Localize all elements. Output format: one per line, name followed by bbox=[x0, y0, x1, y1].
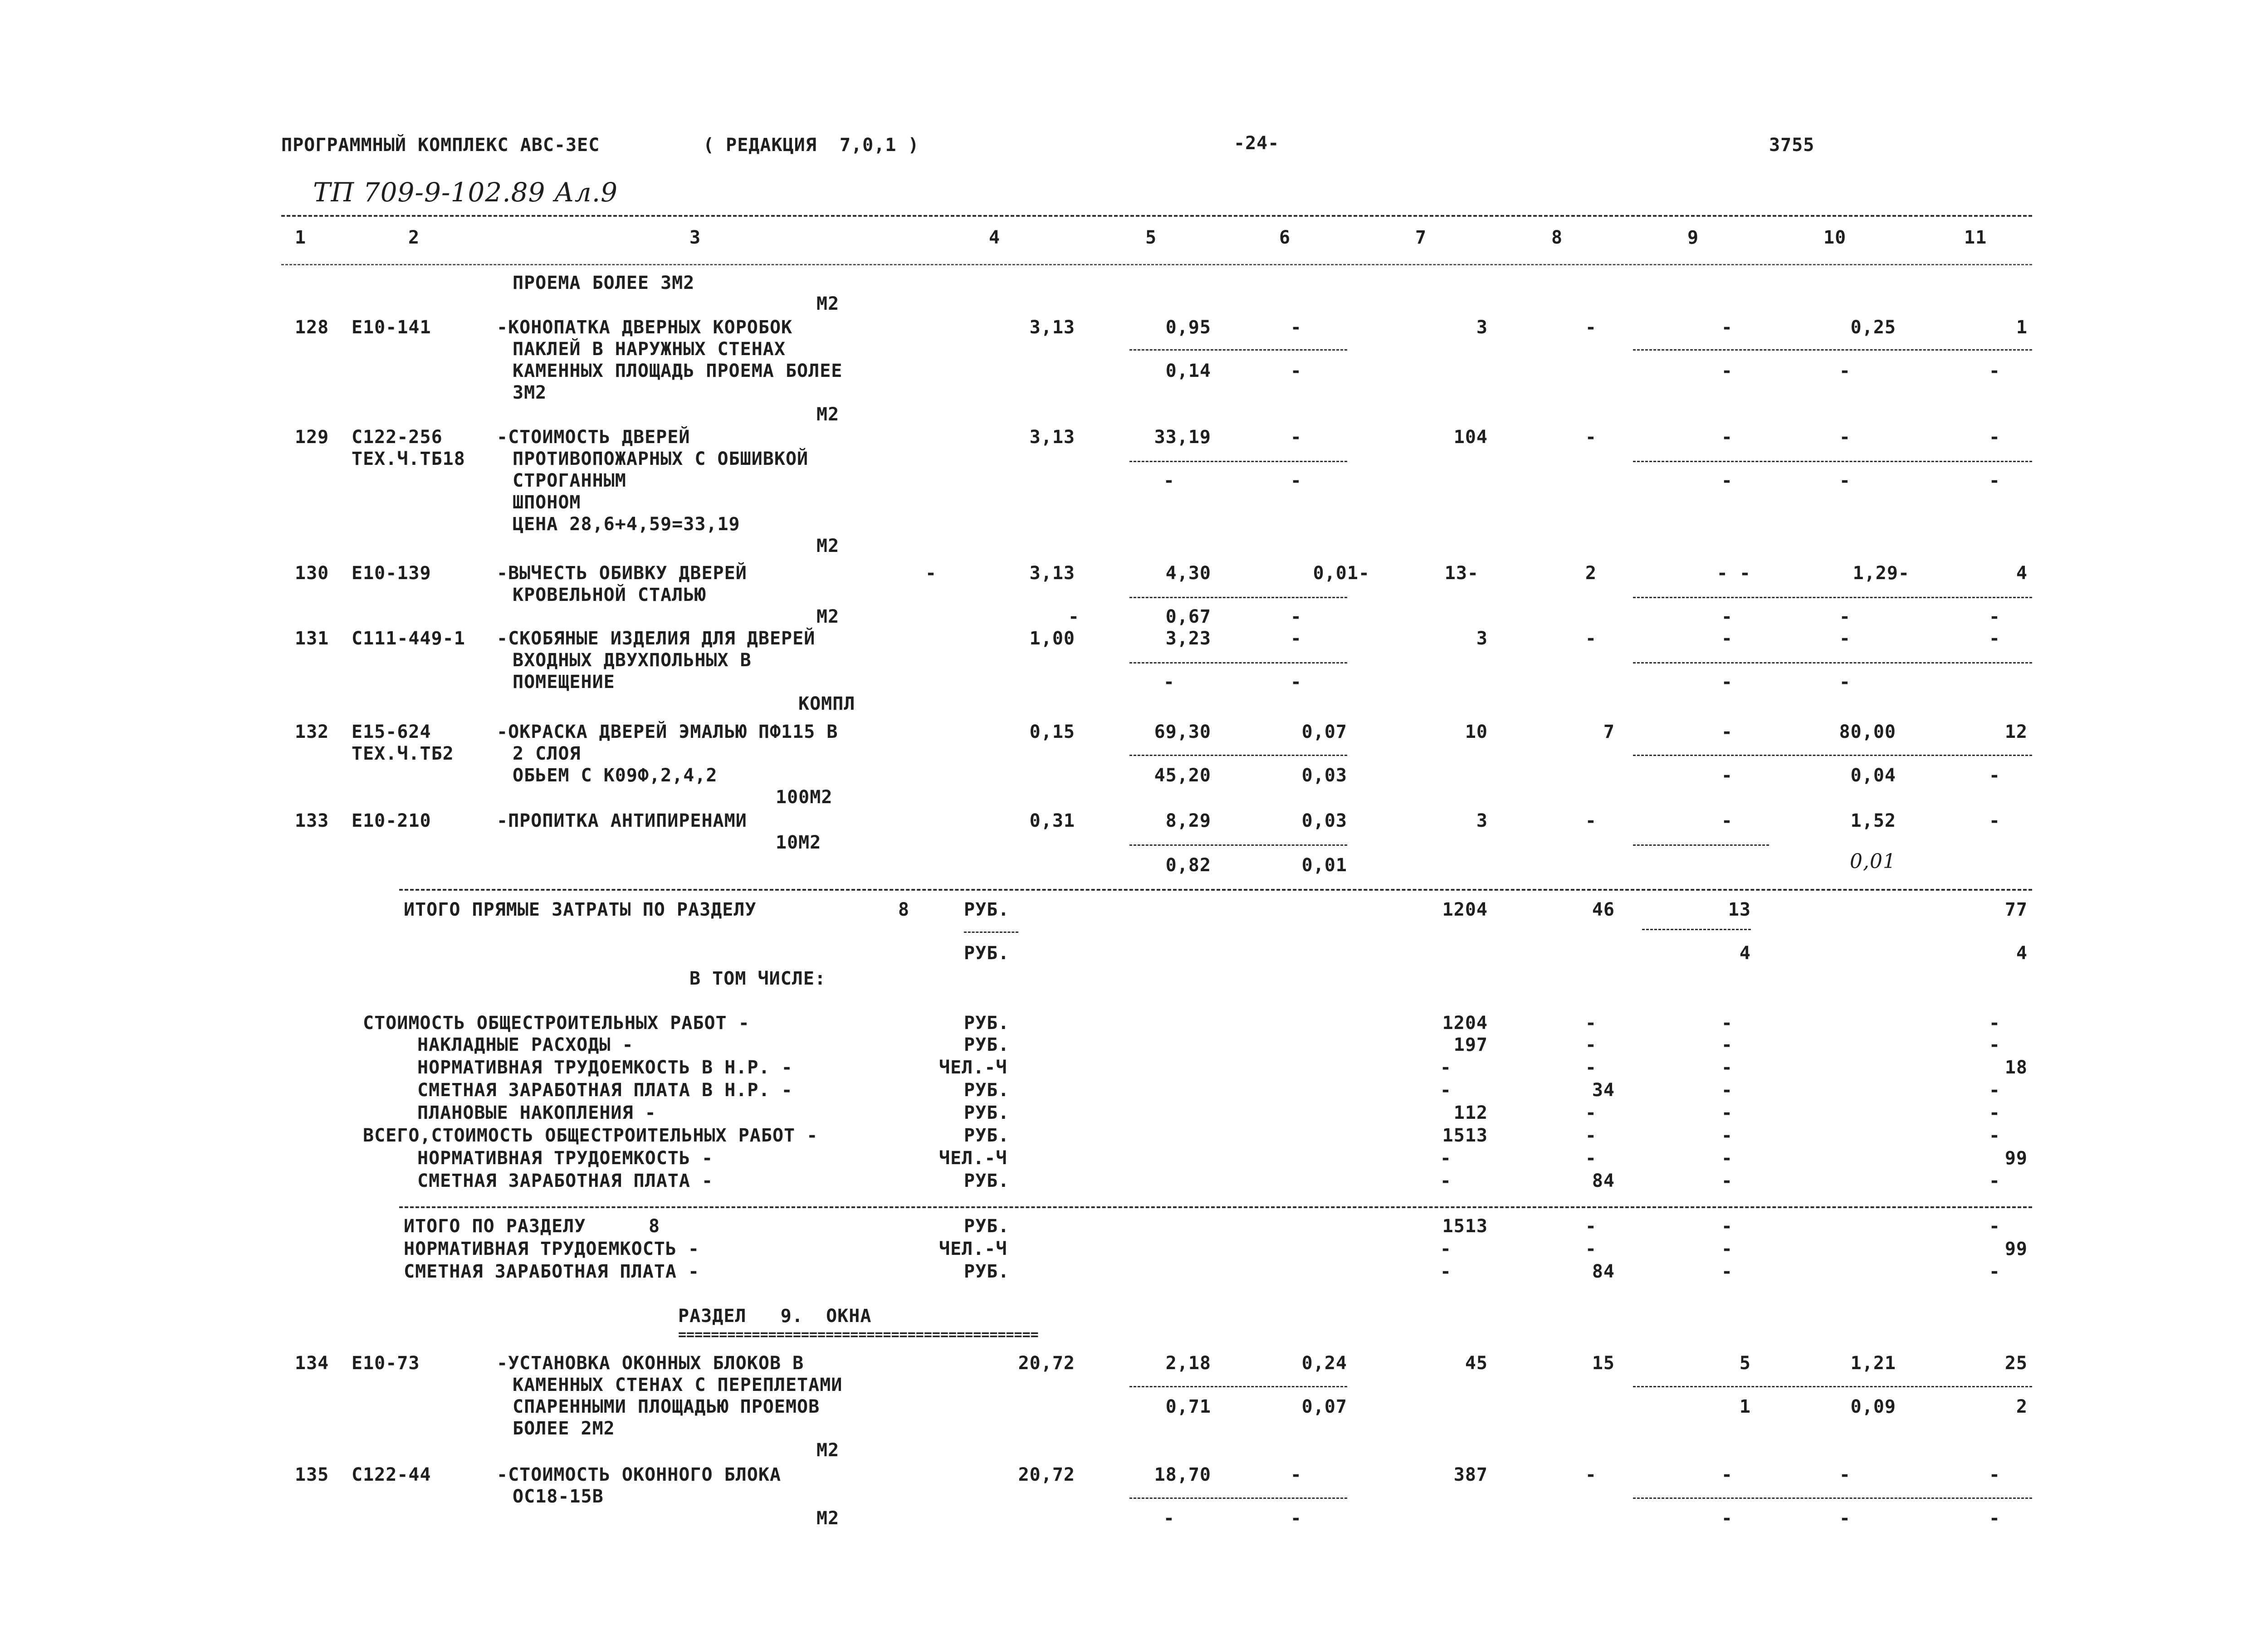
col8-value: - bbox=[1585, 427, 1597, 448]
column-number-7: 7 bbox=[1415, 227, 1427, 248]
breakdown-unit: ЧЕЛ.-Ч bbox=[939, 1148, 1007, 1169]
col10-value: 1,21 bbox=[1850, 1353, 1896, 1374]
col10-secondary-value: - bbox=[1839, 470, 1851, 491]
row-number: 128 bbox=[295, 317, 329, 338]
col7-value: 10 bbox=[1465, 722, 1488, 742]
row-description-line-1: -УСТАНОВКА ОКОННЫХ БЛОКОВ В bbox=[497, 1353, 804, 1374]
row-number: 134 bbox=[295, 1353, 329, 1374]
col11-value: 77 bbox=[2004, 899, 2028, 920]
section-total-label: СМЕТНАЯ ЗАРАБОТНАЯ ПЛАТА - bbox=[404, 1261, 700, 1282]
col10-secondary-value: 0,09 bbox=[1850, 1396, 1896, 1417]
col10-value: - bbox=[1839, 427, 1851, 448]
column-number-10: 10 bbox=[1823, 227, 1847, 248]
col5-value: 2,18 bbox=[1165, 1353, 1211, 1374]
col8-value: - bbox=[1585, 1057, 1597, 1078]
col11-secondary-value: 2 bbox=[2016, 1396, 2028, 1417]
col10-secondary-value: 0,01 bbox=[1850, 850, 1896, 873]
col5-secondary-value: - bbox=[1163, 672, 1175, 693]
col9-value: - bbox=[1721, 1034, 1733, 1055]
col9-value: - bbox=[1721, 1171, 1733, 1191]
col11-secondary-value: - bbox=[1989, 606, 2000, 627]
row-description-line-5: ЦЕНА 28,6+4,59=33,19 bbox=[513, 514, 740, 535]
row-number: 130 bbox=[295, 563, 329, 584]
col8-value: - bbox=[1585, 810, 1597, 831]
col9-value: 13 bbox=[1728, 899, 1751, 920]
row-description-line-4: ШПОНОМ bbox=[513, 492, 581, 513]
col7-value: - bbox=[1440, 1239, 1452, 1259]
col6-value: 0,01- bbox=[1313, 563, 1370, 584]
col9-value: - bbox=[1721, 722, 1733, 742]
breakdown-unit: РУБ. bbox=[964, 1013, 1010, 1034]
col5-value: 0,95 bbox=[1165, 317, 1211, 338]
header-rule-top bbox=[281, 215, 2032, 217]
row-marker: - bbox=[925, 563, 937, 584]
col5-value: 69,30 bbox=[1154, 722, 1211, 742]
column-number-4: 4 bbox=[989, 227, 1001, 248]
col11-value: 99 bbox=[2004, 1148, 2028, 1169]
breakdown-unit: РУБ. bbox=[964, 1171, 1010, 1191]
row-description-line-1: -ВЫЧЕСТЬ ОБИВКУ ДВЕРЕЙ bbox=[497, 563, 747, 584]
row-number: 135 bbox=[295, 1464, 329, 1485]
row-number: 133 bbox=[295, 810, 329, 831]
page-number: -24- bbox=[1234, 133, 1280, 154]
col8-value: - bbox=[1585, 317, 1597, 338]
row-description-line-4: 3М2 bbox=[513, 382, 547, 403]
breakdown-label: НАКЛАДНЫЕ РАСХОДЫ - bbox=[417, 1034, 634, 1055]
row-unit: 10М2 bbox=[776, 832, 821, 853]
col9-value: - bbox=[1721, 1239, 1733, 1259]
col10-secondary-value: - bbox=[1839, 361, 1851, 381]
total-unit-secondary: РУБ. bbox=[964, 943, 1010, 964]
breakdown-label: НОРМАТИВНАЯ ТРУДОЕМКОСТЬ В Н.Р. - bbox=[417, 1057, 793, 1078]
col10-value: 0,25 bbox=[1850, 317, 1896, 338]
breakdown-label: НОРМАТИВНАЯ ТРУДОЕМКОСТЬ - bbox=[417, 1148, 714, 1169]
row-subtotal-rule bbox=[1129, 844, 1347, 846]
col9-secondary-value: 4 bbox=[1739, 943, 1751, 964]
col7-value: 45 bbox=[1465, 1353, 1488, 1374]
col6-secondary-value: - bbox=[1290, 361, 1302, 381]
row-subtotal-rule bbox=[1129, 1386, 1347, 1387]
col9-value: - bbox=[1721, 1057, 1733, 1078]
column-number-3: 3 bbox=[689, 227, 701, 248]
col7-value: 104 bbox=[1453, 427, 1488, 448]
col6-secondary-value: 0,03 bbox=[1301, 765, 1347, 786]
row-description-line-2: ПАКЛЕЙ В НАРУЖНЫХ СТЕНАХ bbox=[513, 339, 786, 360]
col6-secondary-value: - bbox=[1290, 672, 1302, 693]
row-code: Е10-210 bbox=[352, 810, 431, 831]
section-total-unit: ЧЕЛ.-Ч bbox=[939, 1239, 1007, 1259]
row-subtotal-rule bbox=[1633, 662, 2032, 663]
row-description-line-2: КАМЕННЫХ СТЕНАХ С ПЕРЕПЛЕТАМИ bbox=[513, 1375, 843, 1395]
col6-secondary-value: 0,07 bbox=[1301, 1396, 1347, 1417]
col11-secondary-value: - bbox=[1989, 470, 2000, 491]
row-number: 132 bbox=[295, 722, 329, 742]
col4-value: 0,15 bbox=[1029, 722, 1075, 742]
breakdown-label: ПЛАНОВЫЕ НАКОПЛЕНИЯ - bbox=[417, 1102, 656, 1123]
col10-value: 1,29- bbox=[1853, 563, 1910, 584]
col4-value: 1,00 bbox=[1029, 628, 1075, 649]
row-subtotal-rule bbox=[1129, 461, 1347, 462]
col11-value: 1 bbox=[2016, 317, 2028, 338]
total-section-number: 8 bbox=[898, 899, 910, 920]
col8-value: 7 bbox=[1603, 722, 1615, 742]
col9-value: - bbox=[1721, 1102, 1733, 1123]
col7-value: 3 bbox=[1476, 810, 1488, 831]
column-number-8: 8 bbox=[1551, 227, 1563, 248]
col7-value: 197 bbox=[1453, 1034, 1488, 1055]
col10-value: 1,52 bbox=[1850, 810, 1896, 831]
col9-secondary-value: - bbox=[1721, 606, 1733, 627]
edition-label: ( РЕДАКЦИЯ 7,0,1 ) bbox=[703, 135, 919, 156]
col7-value: 1204 bbox=[1442, 899, 1488, 920]
row-description-line-1: -СКОБЯНЫЕ ИЗДЕЛИЯ ДЛЯ ДВЕРЕЙ bbox=[497, 628, 816, 649]
col6-value: - bbox=[1290, 427, 1302, 448]
col4-value: 20,72 bbox=[1018, 1464, 1075, 1485]
row-unit: 100М2 bbox=[776, 787, 833, 808]
column-number-6: 6 bbox=[1279, 227, 1291, 248]
col9-value: - bbox=[1721, 1148, 1733, 1169]
row-description-line-1: -КОНОПАТКА ДВЕРНЫХ КОРОБОК bbox=[497, 317, 793, 338]
row-unit: М2 bbox=[816, 404, 840, 425]
col9-secondary-value: - bbox=[1721, 765, 1733, 786]
col7-value: - bbox=[1440, 1261, 1452, 1282]
col7-value: 112 bbox=[1453, 1102, 1488, 1123]
col9-secondary-value: - bbox=[1721, 1508, 1733, 1529]
col11-value: 99 bbox=[2004, 1239, 2028, 1259]
row-description-line-3: СПАРЕННЫМИ ПЛОЩАДЬЮ ПРОЕМОВ bbox=[513, 1396, 820, 1417]
col6-value: 0,07 bbox=[1301, 722, 1347, 742]
col11-value: - bbox=[1989, 1034, 2000, 1055]
row-description-line-3: ПОМЕЩЕНИЕ bbox=[513, 672, 615, 693]
col6-value: - bbox=[1290, 317, 1302, 338]
col4-value: 3,13 bbox=[1029, 317, 1075, 338]
col5-secondary-value: 0,14 bbox=[1165, 361, 1211, 381]
section-total-unit: РУБ. bbox=[964, 1216, 1010, 1237]
row-description-line-4: БОЛЕЕ 2М2 bbox=[513, 1418, 615, 1439]
row-subtotal-rule bbox=[1129, 662, 1347, 663]
col7-value: 1204 bbox=[1442, 1013, 1488, 1034]
breakdown-end-rule bbox=[399, 1206, 2032, 1208]
col11-secondary-value: - bbox=[1989, 1508, 2000, 1529]
col9-value: - - bbox=[1716, 563, 1751, 584]
col5-secondary-value: 45,20 bbox=[1154, 765, 1211, 786]
col6-value: 0,03 bbox=[1301, 810, 1347, 831]
col9-value: - bbox=[1721, 427, 1733, 448]
col5-secondary-value: - bbox=[1163, 470, 1175, 491]
col8-value: 84 bbox=[1592, 1261, 1615, 1282]
col10-secondary-value: - bbox=[1839, 606, 1851, 627]
col8-value: - bbox=[1585, 628, 1597, 649]
row-unit: М2 bbox=[816, 536, 840, 556]
breakdown-label: СТОИМОСТЬ ОБЩЕСТРОИТЕЛЬНЫХ РАБОТ - bbox=[363, 1013, 750, 1034]
breakdown-label: СМЕТНАЯ ЗАРАБОТНАЯ ПЛАТА - bbox=[417, 1171, 714, 1191]
col8-value: - bbox=[1585, 1013, 1597, 1034]
row-subtotal-rule bbox=[1633, 597, 2032, 598]
section-heading-underline: ============================================ bbox=[678, 1327, 1039, 1343]
row-subtotal-rule bbox=[1129, 349, 1347, 351]
row-subtotal-rule bbox=[1129, 755, 1347, 756]
breakdown-unit: РУБ. bbox=[964, 1034, 1010, 1055]
row-code: С122-44 bbox=[352, 1464, 431, 1485]
col11-value: - bbox=[1989, 1171, 2000, 1191]
row-subtotal-rule bbox=[1129, 597, 1347, 598]
col7-value: - bbox=[1440, 1171, 1452, 1191]
row-description-line-2: КРОВЕЛЬНОЙ СТАЛЬЮ bbox=[513, 585, 706, 605]
col11-secondary-value: - bbox=[1989, 765, 2000, 786]
col9-secondary-value: - bbox=[1721, 361, 1733, 381]
col11-secondary-value: - bbox=[1989, 361, 2000, 381]
col10-secondary-value: - bbox=[1839, 1508, 1851, 1529]
col7-value: - bbox=[1440, 1080, 1452, 1101]
col10-secondary-value: 0,04 bbox=[1850, 765, 1896, 786]
items-end-rule bbox=[399, 889, 2032, 891]
col9-value: - bbox=[1721, 317, 1733, 338]
col9-value: - bbox=[1721, 1261, 1733, 1282]
row-description-line-1: -СТОИМОСТЬ ДВЕРЕЙ bbox=[497, 427, 690, 448]
col9-value: - bbox=[1721, 1216, 1733, 1237]
row-description-line-1: -ПРОПИТКА АНТИПИРЕНАМИ bbox=[497, 810, 747, 831]
row-subtotal-rule bbox=[1633, 844, 1769, 846]
col11-value: - bbox=[1989, 1013, 2000, 1034]
row-description-line-3: КАМЕННЫХ ПЛОЩАДЬ ПРОЕМА БОЛЕЕ bbox=[513, 361, 843, 381]
col7-value: 387 bbox=[1453, 1464, 1488, 1485]
breakdown-label: ВСЕГО,СТОИМОСТЬ ОБЩЕСТРОИТЕЛЬНЫХ РАБОТ - bbox=[363, 1125, 818, 1146]
col11-secondary-value: 4 bbox=[2016, 943, 2028, 964]
row-code-reference: ТЕХ.Ч.ТБ18 bbox=[352, 449, 465, 469]
col8-value: - bbox=[1585, 1125, 1597, 1146]
row-subtotal-rule bbox=[1633, 1497, 2032, 1499]
section-total-label: ИТОГО ПО РАЗДЕЛУ bbox=[404, 1216, 586, 1237]
row-code: С122-256 bbox=[352, 427, 443, 448]
col7-value: 1513 bbox=[1442, 1216, 1488, 1237]
breakdown-label: СМЕТНАЯ ЗАРАБОТНАЯ ПЛАТА В Н.Р. - bbox=[417, 1080, 793, 1101]
col5-value: 3,23 bbox=[1165, 628, 1211, 649]
col11-value: 12 bbox=[2004, 722, 2028, 742]
row-code: Е10-73 bbox=[352, 1353, 420, 1374]
column-number-5: 5 bbox=[1145, 227, 1157, 248]
row-code: Е10-139 bbox=[352, 563, 431, 584]
row-description-line-1: -ОКРАСКА ДВЕРЕЙ ЭМАЛЬЮ ПФ115 В bbox=[497, 722, 838, 742]
col7-value: 13- bbox=[1444, 563, 1479, 584]
col11-value: - bbox=[1989, 810, 2000, 831]
row-description-line-2: ОС18-15В bbox=[513, 1486, 604, 1507]
col7-value: 3 bbox=[1476, 628, 1488, 649]
row-subtotal-rule bbox=[1633, 461, 2032, 462]
breakdown-unit: ЧЕЛ.-Ч bbox=[939, 1057, 1007, 1078]
row-description-line-2: ВХОДНЫХ ДВУХПОЛЬНЫХ В bbox=[513, 650, 752, 671]
row-number: 131 bbox=[295, 628, 329, 649]
col8-value: 34 bbox=[1592, 1080, 1615, 1101]
col4-secondary-value: - bbox=[1068, 606, 1080, 627]
handwritten-reference: ТП 709-9-102.89 Ал.9 bbox=[313, 177, 618, 208]
col11-value: - bbox=[1989, 427, 2000, 448]
row-code: С111-449-1 bbox=[352, 628, 465, 649]
including-label: В ТОМ ЧИСЛЕ: bbox=[689, 968, 826, 989]
section-total-label: НОРМАТИВНАЯ ТРУДОЕМКОСТЬ - bbox=[404, 1239, 700, 1259]
row-unit: М2 bbox=[816, 293, 840, 314]
col9-value: - bbox=[1721, 1125, 1733, 1146]
breakdown-unit: РУБ. bbox=[964, 1080, 1010, 1101]
col6-value: - bbox=[1290, 1464, 1302, 1485]
col7-value: 1513 bbox=[1442, 1125, 1488, 1146]
row-number: 129 bbox=[295, 427, 329, 448]
col7-value: - bbox=[1440, 1148, 1452, 1169]
col5-secondary-value: 0,82 bbox=[1165, 855, 1211, 876]
row-unit: М2 bbox=[816, 1440, 840, 1461]
col5-secondary-value: - bbox=[1163, 1508, 1175, 1529]
column-number-9: 9 bbox=[1687, 227, 1699, 248]
row-description-line-3: СТРОГАННЫМ bbox=[513, 470, 626, 491]
col7-value: 3 bbox=[1476, 317, 1488, 338]
col4-value: 3,13 bbox=[1029, 427, 1075, 448]
column-number-11: 11 bbox=[1964, 227, 1987, 248]
col5-value: 8,29 bbox=[1165, 810, 1211, 831]
col8-value: - bbox=[1585, 1239, 1597, 1259]
col10-value: - bbox=[1839, 1464, 1851, 1485]
col6-secondary-value: - bbox=[1290, 1508, 1302, 1529]
col4-value: 20,72 bbox=[1018, 1353, 1075, 1374]
subtotal-rule bbox=[1642, 929, 1751, 930]
col9-value: - bbox=[1721, 1464, 1733, 1485]
col8-value: 2 bbox=[1585, 563, 1597, 584]
section-total-number: 8 bbox=[649, 1216, 660, 1237]
row-code-reference: ТЕХ.Ч.ТБ2 bbox=[352, 743, 454, 764]
row-code: Е15-624 bbox=[352, 722, 431, 742]
col8-value: - bbox=[1585, 1464, 1597, 1485]
col11-value: - bbox=[1989, 1261, 2000, 1282]
column-number-1: 1 bbox=[295, 227, 307, 248]
total-unit: РУБ. bbox=[964, 899, 1010, 920]
row-subtotal-rule bbox=[1129, 1497, 1347, 1499]
col10-value: 80,00 bbox=[1839, 722, 1896, 742]
col4-value: 0,31 bbox=[1029, 810, 1075, 831]
col9-secondary-value: - bbox=[1721, 672, 1733, 693]
col10-value: - bbox=[1839, 628, 1851, 649]
section-total-unit: РУБ. bbox=[964, 1261, 1010, 1282]
col8-value: - bbox=[1585, 1034, 1597, 1055]
unit-rule bbox=[964, 932, 1018, 933]
row-description-line-2: 2 СЛОЯ bbox=[513, 743, 581, 764]
col8-value: - bbox=[1585, 1216, 1597, 1237]
row-unit: М2 bbox=[816, 1508, 840, 1529]
row-description: ПРОЕМА БОЛЕЕ 3М2 bbox=[513, 273, 695, 293]
col6-secondary-value: 0,01 bbox=[1301, 855, 1347, 876]
col11-value: - bbox=[1989, 1102, 2000, 1123]
col11-value: 25 bbox=[2004, 1353, 2028, 1374]
col5-secondary-value: 0,71 bbox=[1165, 1396, 1211, 1417]
row-description-line-2: ПРОТИВОПОЖАРНЫХ С ОБШИВКОЙ bbox=[513, 449, 809, 469]
col8-value: - bbox=[1585, 1102, 1597, 1123]
col11-value: 18 bbox=[2004, 1057, 2028, 1078]
row-description-line-1: -СТОИМОСТЬ ОКОННОГО БЛОКА bbox=[497, 1464, 782, 1485]
col4-value: 3,13 bbox=[1029, 563, 1075, 584]
col11-value: 4 bbox=[2016, 563, 2028, 584]
col9-value: - bbox=[1721, 1013, 1733, 1034]
total-label: ИТОГО ПРЯМЫЕ ЗАТРАТЫ ПО РАЗДЕЛУ bbox=[404, 899, 757, 920]
header-rule-bottom bbox=[281, 264, 2032, 265]
col9-value: - bbox=[1721, 810, 1733, 831]
column-number-2: 2 bbox=[408, 227, 420, 248]
row-unit: КОМПЛ bbox=[798, 693, 855, 714]
col8-value: 84 bbox=[1592, 1171, 1615, 1191]
breakdown-unit: РУБ. bbox=[964, 1102, 1010, 1123]
col9-secondary-value: - bbox=[1721, 470, 1733, 491]
col11-value: - bbox=[1989, 1464, 2000, 1485]
row-code: Е10-141 bbox=[352, 317, 431, 338]
col11-value: - bbox=[1989, 1125, 2000, 1146]
col11-value: - bbox=[1989, 1216, 2000, 1237]
col5-secondary-value: 0,67 bbox=[1165, 606, 1211, 627]
program-title: ПРОГРАММНЫЙ КОМПЛЕКС АВС-ЗЕС bbox=[281, 135, 600, 156]
col8-value: - bbox=[1585, 1148, 1597, 1169]
col5-value: 18,70 bbox=[1154, 1464, 1211, 1485]
col9-value: - bbox=[1721, 1080, 1733, 1101]
row-subtotal-rule bbox=[1633, 1386, 2032, 1387]
col6-secondary-value: - bbox=[1290, 606, 1302, 627]
col8-value: 15 bbox=[1592, 1353, 1615, 1374]
col5-value: 4,30 bbox=[1165, 563, 1211, 584]
row-unit: М2 bbox=[816, 606, 840, 627]
breakdown-unit: РУБ. bbox=[964, 1125, 1010, 1146]
row-description-line-3: ОБЬЕМ С К09Ф,2,4,2 bbox=[513, 765, 718, 786]
row-subtotal-rule bbox=[1633, 755, 2032, 756]
col6-value: - bbox=[1290, 628, 1302, 649]
col10-secondary-value: - bbox=[1839, 672, 1851, 693]
col5-value: 33,19 bbox=[1154, 427, 1211, 448]
col11-value: - bbox=[1989, 628, 2000, 649]
col11-value: - bbox=[1989, 1080, 2000, 1101]
col8-value: 46 bbox=[1592, 899, 1615, 920]
col9-value: 5 bbox=[1739, 1353, 1751, 1374]
col6-value: 0,24 bbox=[1301, 1353, 1347, 1374]
col6-secondary-value: - bbox=[1290, 470, 1302, 491]
col9-secondary-value: 1 bbox=[1739, 1396, 1751, 1417]
col9-value: - bbox=[1721, 628, 1733, 649]
row-subtotal-rule bbox=[1633, 349, 2032, 351]
section-heading: РАЗДЕЛ 9. ОКНА bbox=[678, 1306, 872, 1327]
document-number: 3755 bbox=[1769, 135, 1815, 156]
col7-value: - bbox=[1440, 1057, 1452, 1078]
